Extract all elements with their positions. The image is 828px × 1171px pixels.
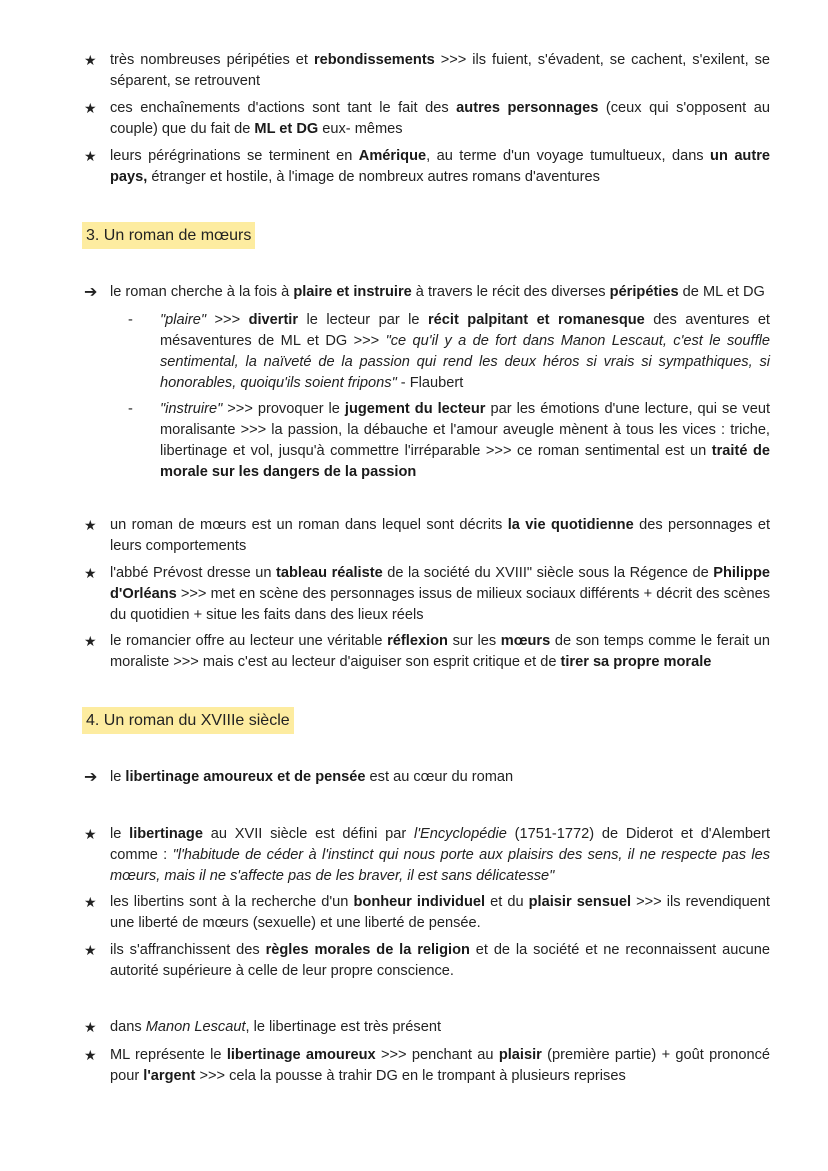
text-run: (première partie) + goût prononcé pour [110,1047,770,1084]
bold-run: libertinage amoureux [226,1047,376,1063]
arrow-text [110,282,770,303]
sub-item-text [160,310,770,394]
text-run: >>> provoquer le [222,401,345,417]
bold-run: rebondissements [313,52,435,68]
sub-item-text [160,399,770,483]
text-run: étranger et hostile, à l'image de nombreux autres romans d'aventures [147,169,600,185]
arrow-text [110,767,770,788]
text-run: des personnages et leurs comportements [110,517,771,554]
text-run: ces enchaînements d'actions sont tant le fait des [110,100,457,116]
bullet-text [110,892,770,934]
text-run: au XVII siècle est défini par [202,826,414,842]
bold-run: règles morales de la religion [265,942,470,958]
text-run: >>> ils revendiquent une liberté de mœurs (sexuelle) et une liberté de pensée. [110,894,770,931]
text-run: le lecteur par le [298,312,428,328]
text-run: très nombreuses péripéties et [110,52,314,68]
text-run: des aventures et mésaventures de ML et DG >>> [160,312,770,349]
text-run: , au terme d'un voyage tumultueux, dans [426,148,711,164]
bold-run: tableau réaliste [276,565,383,581]
text-run: le roman cherche à la fois à [110,284,294,300]
text-run: , le libertinage est très présent [245,1019,441,1035]
bold-run: péripéties [609,284,679,300]
star-bullet-icon: ★ [84,894,97,910]
text-run: (ceux qui s'opposent au couple) que du fait de [110,100,770,137]
bold-run: divertir [248,312,299,328]
bold-run: la vie quotidienne [507,517,634,533]
bullet-text [110,98,770,140]
bullet-text [110,824,770,887]
text-run: par les émotions d'une lecture, qui se veut moralisante >>> la passion, la débauche et l'amour aveugle mènent à tous les vices : triche, libertinage et vol, jusqu'à commettre l'irréparable >>> ce roman sentimental est un [160,401,771,459]
text-run: à travers le récit des diverses [411,284,610,300]
bullet-text [110,563,770,626]
text-run: dans [110,1019,146,1035]
text-run: le [110,769,126,785]
star-bullet-icon: ★ [84,565,97,581]
bold-run: Philippe d'Orléans [110,565,770,602]
text-run: l'abbé Prévost dresse un [110,565,276,581]
italic-run: Manon Lescaut [145,1019,246,1035]
bold-run: plaisir sensuel [528,894,632,910]
text-run: >>> met en scène des personnages issus de milieux sociaux différents + décrit des scènes du quotidien + situe les faits dans des lieux réels [110,586,770,623]
text-run: et du [485,894,529,910]
star-bullet-icon: ★ [84,826,97,842]
bold-run: libertinage amoureux et de pensée [125,769,366,785]
italic-run: "plaire" [160,312,207,328]
bold-run: tirer sa propre morale [560,654,712,670]
bullet-text [110,515,770,557]
italic-run: "instruire" [160,401,223,417]
bold-run: récit palpitant et romanesque [428,312,645,328]
bullet-text [110,631,770,673]
text-run: les libertins sont à la recherche d'un [110,894,354,910]
text-run: (1751-1772) de Diderot et d'Alembert comme : [110,826,770,863]
star-bullet-icon: ★ [84,148,97,164]
bold-run: un autre pays, [110,148,770,185]
text-run: ML représente le [110,1047,227,1063]
text-run: sur les [447,633,501,649]
bold-run: plaisir [498,1047,542,1063]
star-bullet-icon: ★ [84,633,97,649]
arrow-bullet-icon: ➔ [84,769,98,786]
section-heading-4: 4. Un roman du XVIIIe siècle [82,707,294,734]
dash-bullet-icon: - [128,401,133,417]
text-run: - Flaubert [396,375,464,391]
bold-run: l'argent [143,1068,196,1084]
text-run: leurs pérégrinations se terminent en [110,148,359,164]
text-run: >>> cela la pousse à trahir DG en le trompant à plusieurs reprises [195,1068,626,1084]
bold-run: bonheur individuel [353,894,486,910]
star-bullet-icon: ★ [84,1019,97,1035]
dash-bullet-icon: - [128,312,133,328]
bold-run: Amérique [358,148,427,164]
text-run: ils s'affranchissent des [110,942,266,958]
bold-run: réflexion [387,633,448,649]
text-run: >>> penchant au [375,1047,499,1063]
bullet-text [110,146,770,188]
section-heading-3: 3. Un roman de mœurs [82,222,255,249]
text-run: de ML et DG [678,284,765,300]
star-bullet-icon: ★ [84,517,97,533]
bold-run: mœurs [500,633,551,649]
bold-run: autres personnages [456,100,599,116]
star-bullet-icon: ★ [84,942,97,958]
text-run: le romancier offre au lecteur une véritable [110,633,388,649]
star-bullet-icon: ★ [84,1047,97,1063]
text-run: un roman de mœurs est un roman dans lequel sont décrits [110,517,508,533]
text-run: eux- mêmes [318,121,403,137]
bold-run: jugement du lecteur [344,401,486,417]
star-bullet-icon: ★ [84,100,97,116]
bold-run: plaire et instruire [293,284,412,300]
italic-run: "l'habitude de céder à l'instinct qui nous porte aux plaisirs des sens, il ne respecte pas les mœurs, mais il ne s'affecte pas de les braver, il est sans délicatesse" [110,847,770,884]
text-run: le [110,826,130,842]
star-bullet-icon: ★ [84,52,97,68]
text-run: de son temps comme le ferait un moraliste >>> mais c'est au lecteur d'aiguiser son esprit critique et de [110,633,771,670]
text-run: de la société du XVIII" siècle sous la Régence de [382,565,714,581]
bold-run: traité de morale sur les dangers de la passion [160,443,770,480]
arrow-bullet-icon: ➔ [84,284,98,301]
bullet-text [110,1045,770,1087]
text-run: est au cœur du roman [365,769,514,785]
bullet-text [110,50,770,92]
italic-run: "ce qu'il y a de fort dans Manon Lescaut, c'est le souffle sentimental, la naïveté de la passion qui rend les deux héros si vrais si sympathiques, si honorables, quoiqu'ils soient fripons" [160,333,770,391]
bullet-text [110,1017,770,1038]
text-run: >>> [206,312,249,328]
bold-run: libertinage [129,826,203,842]
italic-run: l'Encyclopédie [413,826,507,842]
text-run: et de la société et ne reconnaissent aucune autorité supérieure à celle de leur propre conscience. [110,942,770,979]
text-run: >>> ils fuient, s'évadent, se cachent, s'exilent, se séparent, se retrouvent [110,52,770,89]
bold-run: ML et DG [254,121,319,137]
bullet-text [110,940,770,982]
